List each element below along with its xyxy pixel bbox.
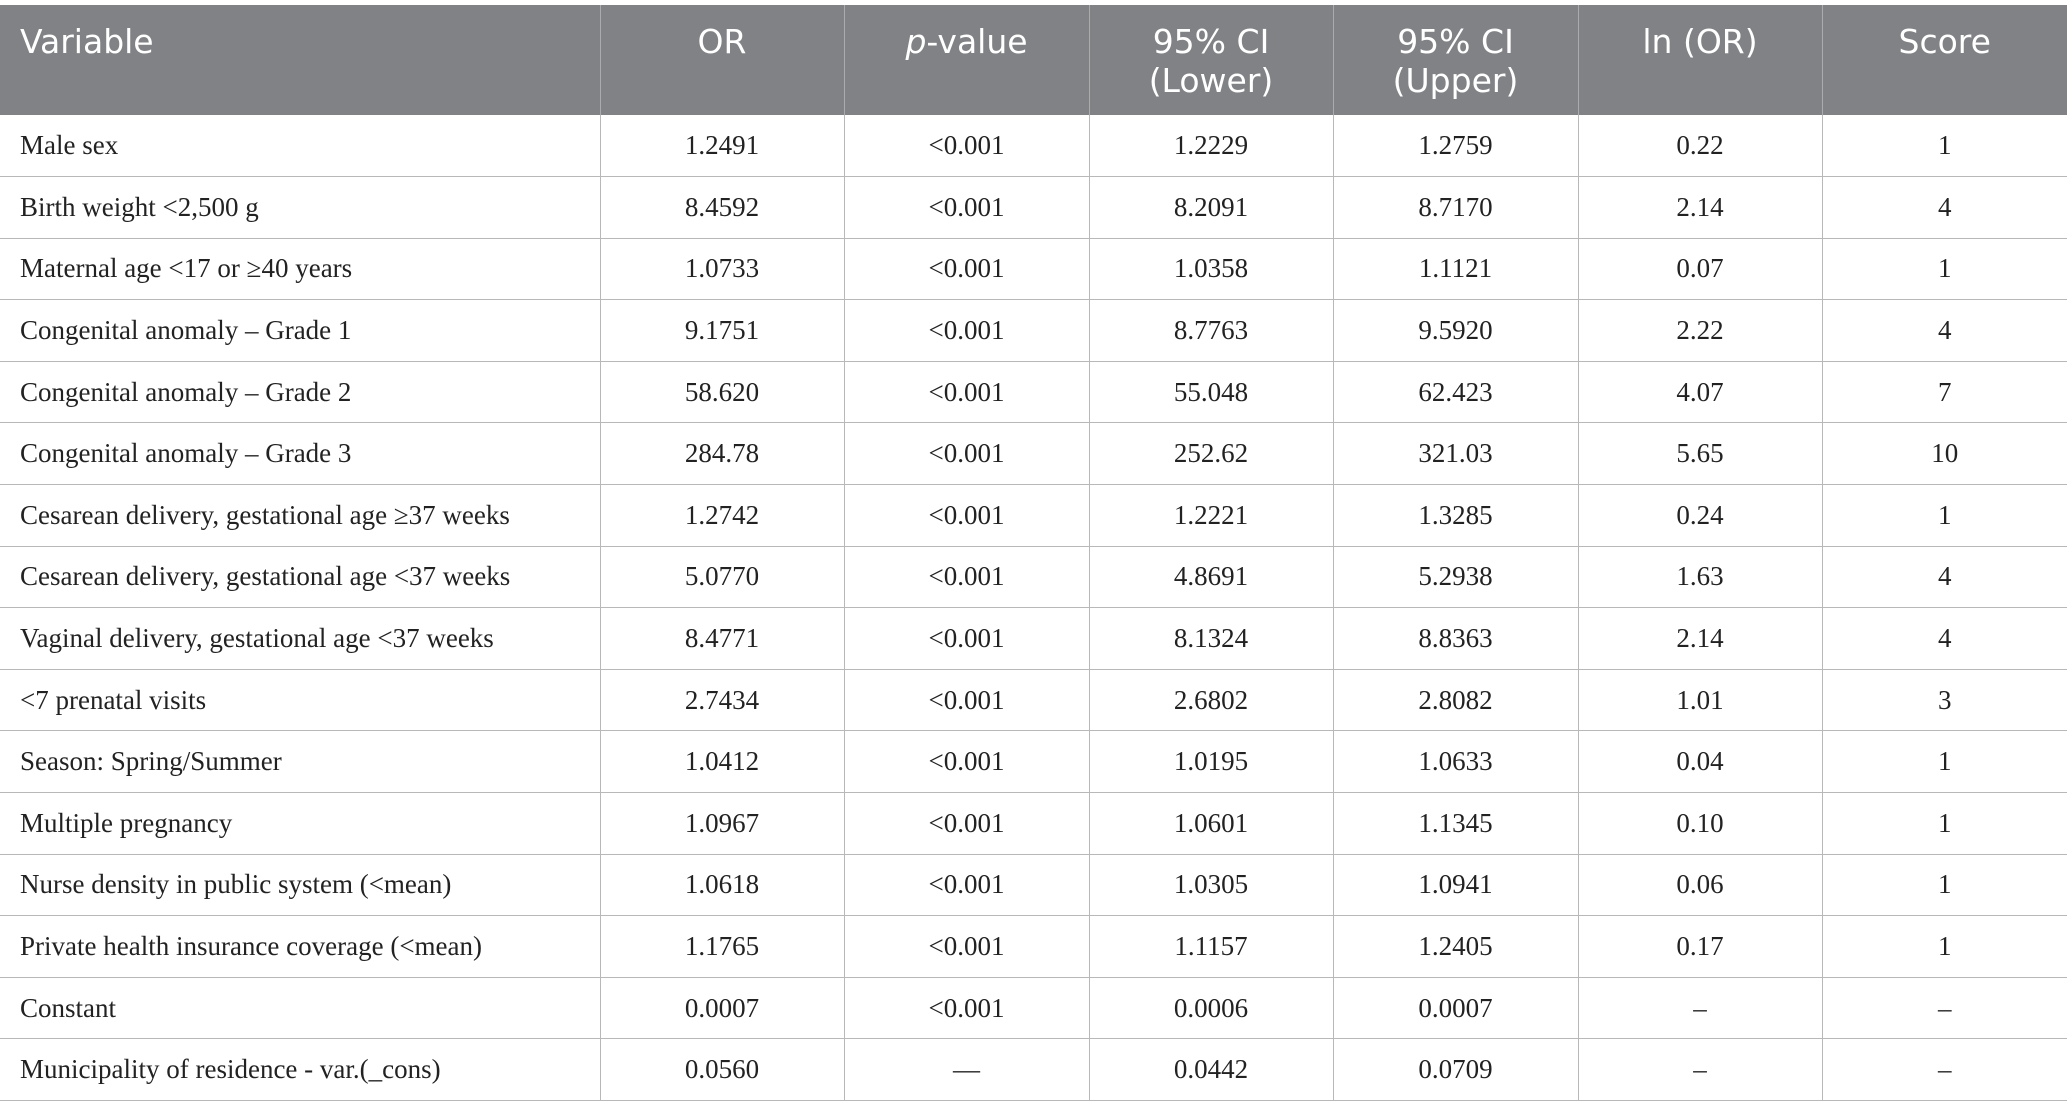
cell-ci-lower: 1.2221 (1089, 485, 1333, 547)
cell-p-value: <0.001 (844, 423, 1089, 485)
cell-ci-lower: 8.2091 (1089, 177, 1333, 239)
table-row (0, 608, 2067, 670)
cell-ci-upper: 8.8363 (1333, 608, 1578, 670)
cell-p-value: <0.001 (844, 300, 1089, 362)
cell-p-value: <0.001 (844, 608, 1089, 670)
table-row (0, 669, 2067, 731)
table-row (0, 115, 2067, 177)
cell-score: 1 (1822, 238, 2067, 300)
cell-ci-lower: 1.0195 (1089, 731, 1333, 793)
cell-ci-lower: 1.1157 (1089, 916, 1333, 978)
cell-or: 1.0733 (600, 238, 844, 300)
header-ln-or (1578, 5, 1822, 115)
cell-ci-lower: 0.0442 (1089, 1039, 1333, 1101)
cell-score: – (1822, 977, 2067, 1039)
cell-or: 1.0618 (600, 854, 844, 916)
cell-ci-upper: 0.0709 (1333, 1039, 1578, 1101)
cell-score: 4 (1822, 177, 2067, 239)
cell-variable: Cesarean delivery, gestational age ≥37 weeks (0, 485, 600, 547)
cell-variable: <7 prenatal visits (0, 669, 600, 731)
table-row (0, 916, 2067, 978)
header-ci-upper-line2: (Upper) (1392, 61, 1519, 100)
cell-score: – (1822, 1039, 2067, 1101)
cell-ln-or: 1.63 (1578, 546, 1822, 608)
cell-or: 2.7434 (600, 669, 844, 731)
table-row (0, 546, 2067, 608)
cell-p-value: <0.001 (844, 916, 1089, 978)
cell-ci-upper: 5.2938 (1333, 546, 1578, 608)
cell-or: 0.0560 (600, 1039, 844, 1101)
cell-or: 1.0967 (600, 793, 844, 855)
cell-ln-or: – (1578, 1039, 1822, 1101)
cell-ln-or: 1.01 (1578, 669, 1822, 731)
header-p-italic: p (905, 22, 927, 61)
cell-ci-lower: 8.1324 (1089, 608, 1333, 670)
cell-score: 1 (1822, 793, 2067, 855)
cell-variable: Vaginal delivery, gestational age <37 weeks (0, 608, 600, 670)
cell-score: 7 (1822, 361, 2067, 423)
cell-ln-or: 2.14 (1578, 608, 1822, 670)
cell-score: 10 (1822, 423, 2067, 485)
cell-score: 1 (1822, 731, 2067, 793)
cell-ln-or: 0.10 (1578, 793, 1822, 855)
cell-p-value: — (844, 1039, 1089, 1101)
cell-ci-lower: 0.0006 (1089, 977, 1333, 1039)
cell-p-value: <0.001 (844, 546, 1089, 608)
cell-or: 8.4592 (600, 177, 844, 239)
header-ci-upper (1333, 5, 1578, 115)
cell-score: 4 (1822, 546, 2067, 608)
cell-ln-or: 0.07 (1578, 238, 1822, 300)
cell-ci-upper: 1.1121 (1333, 238, 1578, 300)
cell-ci-upper: 8.7170 (1333, 177, 1578, 239)
cell-variable: Male sex (0, 115, 600, 177)
odds-ratio-table (0, 5, 2067, 1101)
cell-p-value: <0.001 (844, 977, 1089, 1039)
header-score-label: Score (1898, 22, 1991, 61)
header-p-value (844, 5, 1089, 115)
cell-ci-upper: 1.0941 (1333, 854, 1578, 916)
cell-ci-upper: 62.423 (1333, 361, 1578, 423)
cell-p-value: <0.001 (844, 485, 1089, 547)
cell-or: 0.0007 (600, 977, 844, 1039)
cell-ci-upper: 1.1345 (1333, 793, 1578, 855)
cell-ln-or: 0.22 (1578, 115, 1822, 177)
header-ln-or-label: ln (OR) (1642, 22, 1758, 61)
table-body (0, 115, 2067, 1101)
cell-variable: Birth weight <2,500 g (0, 177, 600, 239)
cell-or: 284.78 (600, 423, 844, 485)
header-or-label: OR (697, 22, 747, 61)
cell-score: 1 (1822, 115, 2067, 177)
cell-p-value: <0.001 (844, 793, 1089, 855)
cell-p-value: <0.001 (844, 177, 1089, 239)
cell-p-value: <0.001 (844, 731, 1089, 793)
header-p-rest: -value (926, 22, 1028, 61)
header-ci-lower (1089, 5, 1333, 115)
table-row (0, 1039, 2067, 1101)
table-row (0, 238, 2067, 300)
cell-or: 9.1751 (600, 300, 844, 362)
table-row (0, 423, 2067, 485)
cell-variable: Municipality of residence - var.(_cons) (0, 1039, 600, 1101)
table-row (0, 793, 2067, 855)
table-row (0, 731, 2067, 793)
cell-score: 3 (1822, 669, 2067, 731)
cell-ci-lower: 8.7763 (1089, 300, 1333, 362)
cell-p-value: <0.001 (844, 854, 1089, 916)
cell-ci-lower: 1.0358 (1089, 238, 1333, 300)
cell-variable: Constant (0, 977, 600, 1039)
cell-ci-upper: 2.8082 (1333, 669, 1578, 731)
table-row (0, 485, 2067, 547)
cell-score: 1 (1822, 485, 2067, 547)
cell-ln-or: 0.04 (1578, 731, 1822, 793)
cell-ci-upper: 9.5920 (1333, 300, 1578, 362)
cell-ln-or: 4.07 (1578, 361, 1822, 423)
cell-or: 58.620 (600, 361, 844, 423)
cell-or: 1.2491 (600, 115, 844, 177)
cell-variable: Congenital anomaly – Grade 3 (0, 423, 600, 485)
cell-variable: Nurse density in public system (<mean) (0, 854, 600, 916)
cell-variable: Multiple pregnancy (0, 793, 600, 855)
cell-ci-lower: 1.0305 (1089, 854, 1333, 916)
cell-score: 4 (1822, 300, 2067, 362)
cell-ci-lower: 1.0601 (1089, 793, 1333, 855)
cell-p-value: <0.001 (844, 238, 1089, 300)
table-header-row (0, 5, 2067, 115)
cell-ln-or: – (1578, 977, 1822, 1039)
cell-score: 1 (1822, 854, 2067, 916)
cell-variable: Cesarean delivery, gestational age <37 weeks (0, 546, 600, 608)
header-ci-lower-line1: 95% CI (1152, 22, 1270, 61)
cell-p-value: <0.001 (844, 361, 1089, 423)
cell-ci-upper: 321.03 (1333, 423, 1578, 485)
cell-ci-lower: 4.8691 (1089, 546, 1333, 608)
header-or (600, 5, 844, 115)
cell-ci-lower: 55.048 (1089, 361, 1333, 423)
cell-or: 1.2742 (600, 485, 844, 547)
header-variable-label: Variable (20, 22, 154, 61)
cell-ci-upper: 1.2759 (1333, 115, 1578, 177)
cell-ci-upper: 0.0007 (1333, 977, 1578, 1039)
cell-or: 1.1765 (600, 916, 844, 978)
cell-ln-or: 5.65 (1578, 423, 1822, 485)
cell-variable: Congenital anomaly – Grade 2 (0, 361, 600, 423)
header-ci-upper-line1: 95% CI (1397, 22, 1514, 61)
header-score (1822, 5, 2067, 115)
cell-variable: Congenital anomaly – Grade 1 (0, 300, 600, 362)
cell-ln-or: 0.17 (1578, 916, 1822, 978)
table-row (0, 300, 2067, 362)
cell-or: 5.0770 (600, 546, 844, 608)
cell-variable: Season: Spring/Summer (0, 731, 600, 793)
results-table-container (0, 5, 2067, 1101)
table-row (0, 977, 2067, 1039)
table-row (0, 854, 2067, 916)
cell-p-value: <0.001 (844, 115, 1089, 177)
cell-ci-upper: 1.2405 (1333, 916, 1578, 978)
header-ci-lower-line2: (Lower) (1148, 61, 1274, 100)
cell-ln-or: 0.06 (1578, 854, 1822, 916)
cell-ci-lower: 1.2229 (1089, 115, 1333, 177)
header-variable (0, 5, 600, 115)
cell-score: 4 (1822, 608, 2067, 670)
cell-or: 1.0412 (600, 731, 844, 793)
cell-ln-or: 2.22 (1578, 300, 1822, 362)
cell-ln-or: 2.14 (1578, 177, 1822, 239)
cell-ln-or: 0.24 (1578, 485, 1822, 547)
cell-ci-lower: 252.62 (1089, 423, 1333, 485)
cell-ci-upper: 1.3285 (1333, 485, 1578, 547)
cell-or: 8.4771 (600, 608, 844, 670)
cell-score: 1 (1822, 916, 2067, 978)
cell-ci-lower: 2.6802 (1089, 669, 1333, 731)
table-row (0, 361, 2067, 423)
table-row (0, 177, 2067, 239)
cell-p-value: <0.001 (844, 669, 1089, 731)
cell-ci-upper: 1.0633 (1333, 731, 1578, 793)
cell-variable: Maternal age <17 or ≥40 years (0, 238, 600, 300)
cell-variable: Private health insurance coverage (<mean) (0, 916, 600, 978)
